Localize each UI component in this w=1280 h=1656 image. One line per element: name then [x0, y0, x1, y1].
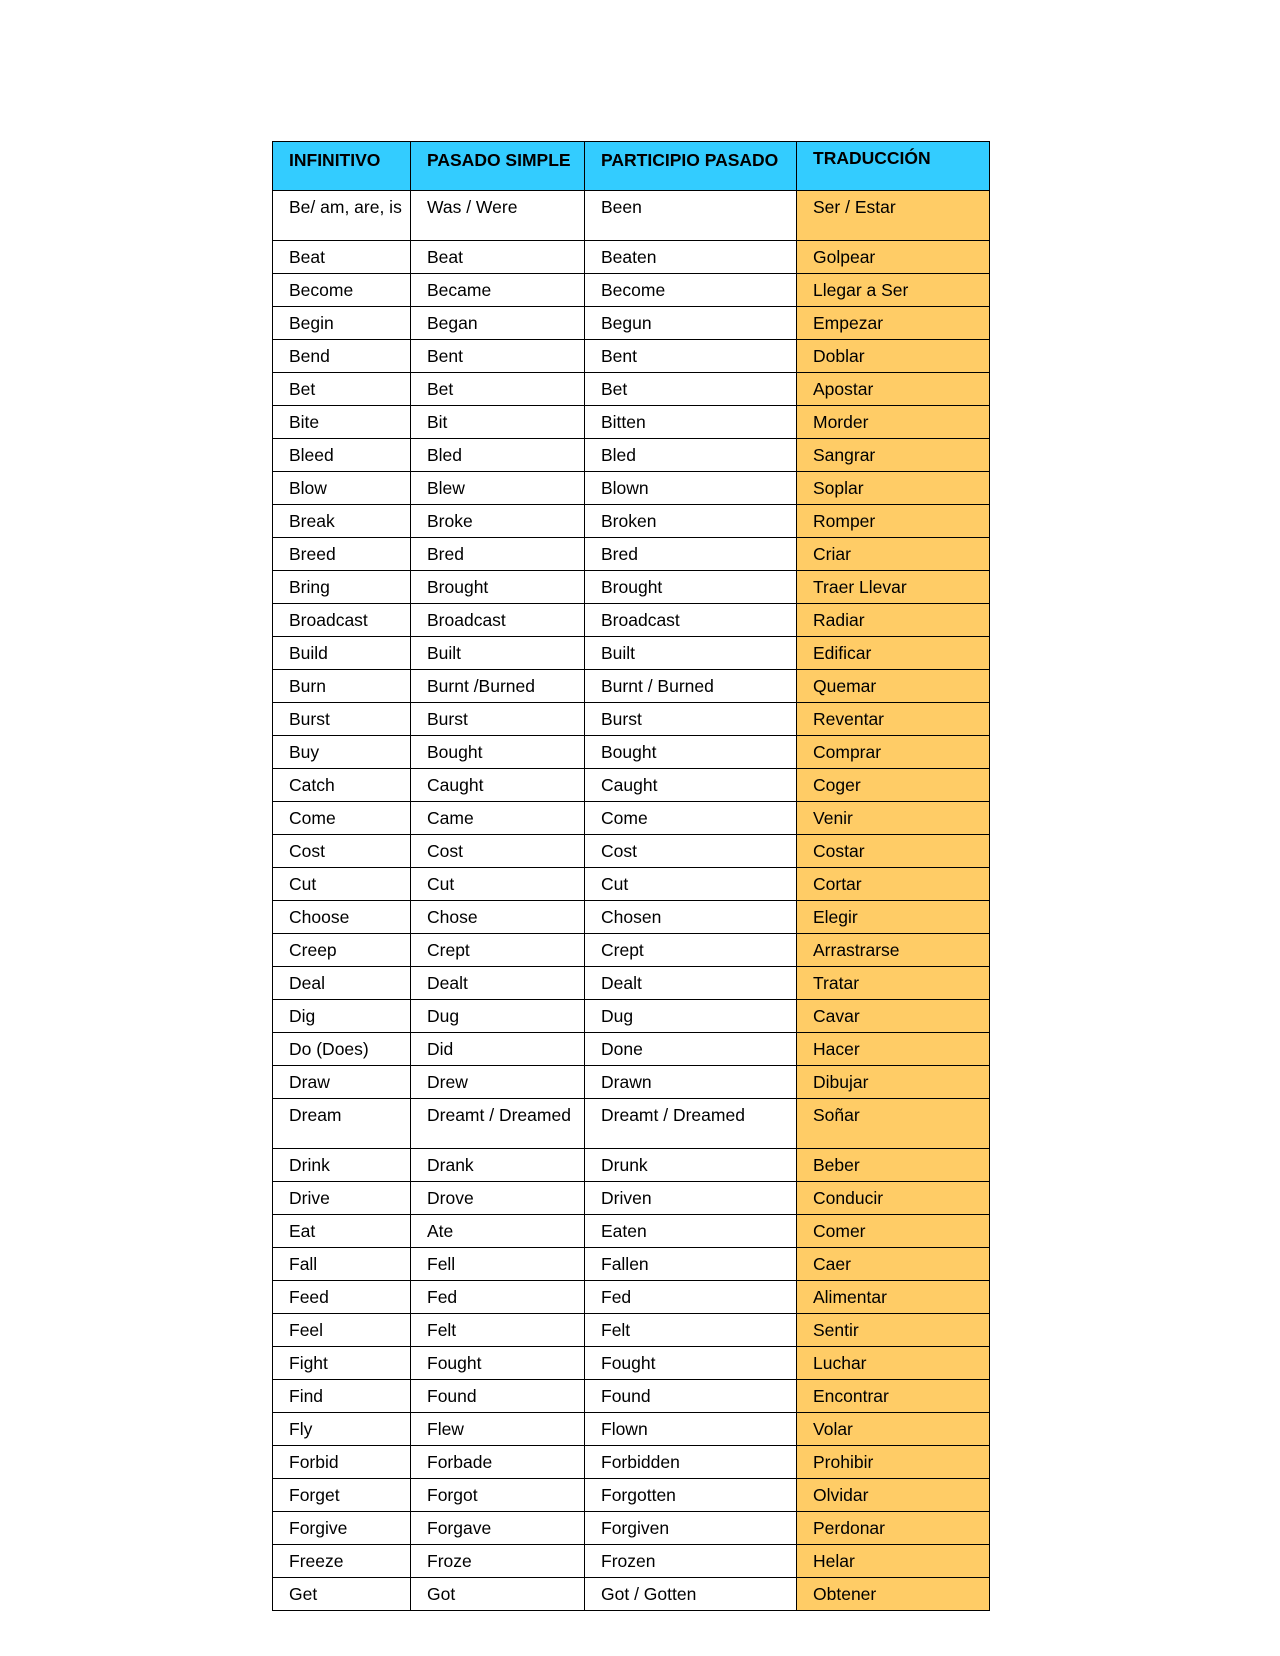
cell-infinitive: Build: [273, 637, 411, 670]
table-row: [273, 1000, 990, 1033]
cell-infinitive: Fly: [273, 1413, 411, 1446]
cell-translation: Arrastrarse: [797, 934, 990, 967]
cell-past-simple: Fell: [411, 1248, 585, 1281]
cell-past-participle: Bent: [585, 340, 797, 373]
cell-infinitive: Cost: [273, 835, 411, 868]
cell-translation: Traer Llevar: [797, 571, 990, 604]
table-row: [273, 1446, 990, 1479]
cell-infinitive: Burst: [273, 703, 411, 736]
cell-past-participle: Broadcast: [585, 604, 797, 637]
table-row: [273, 1347, 990, 1380]
table-row: [273, 967, 990, 1000]
cell-past-participle: Found: [585, 1380, 797, 1413]
cell-infinitive: Feel: [273, 1314, 411, 1347]
table-row: [273, 1066, 990, 1099]
table-row: [273, 901, 990, 934]
cell-past-participle: Driven: [585, 1182, 797, 1215]
cell-translation: Luchar: [797, 1347, 990, 1380]
table-row: [273, 1248, 990, 1281]
cell-infinitive: Become: [273, 274, 411, 307]
cell-past-simple: Broke: [411, 505, 585, 538]
cell-past-participle: Burst: [585, 703, 797, 736]
cell-past-simple: Crept: [411, 934, 585, 967]
table-row: [273, 191, 990, 241]
cell-translation: Comprar: [797, 736, 990, 769]
table-row: [273, 1281, 990, 1314]
cell-translation: Coger: [797, 769, 990, 802]
cell-past-simple: Drank: [411, 1149, 585, 1182]
cell-infinitive: Be/ am, are, is: [273, 191, 411, 241]
table-row: [273, 406, 990, 439]
cell-past-participle: Bled: [585, 439, 797, 472]
cell-past-participle: Chosen: [585, 901, 797, 934]
cell-infinitive: Do (Does): [273, 1033, 411, 1066]
table-row: [273, 637, 990, 670]
cell-past-participle: Blown: [585, 472, 797, 505]
cell-translation: Caer: [797, 1248, 990, 1281]
cell-past-simple: Froze: [411, 1545, 585, 1578]
cell-infinitive: Bite: [273, 406, 411, 439]
cell-infinitive: Bleed: [273, 439, 411, 472]
table-header-row: [273, 142, 990, 191]
cell-infinitive: Freeze: [273, 1545, 411, 1578]
cell-translation: Edificar: [797, 637, 990, 670]
cell-past-participle: Come: [585, 802, 797, 835]
cell-past-participle: Burnt / Burned: [585, 670, 797, 703]
cell-past-participle: Fed: [585, 1281, 797, 1314]
cell-past-simple: Cost: [411, 835, 585, 868]
cell-past-simple: Forgot: [411, 1479, 585, 1512]
table-row: [273, 934, 990, 967]
cell-translation: Soñar: [797, 1099, 990, 1149]
cell-past-participle: Begun: [585, 307, 797, 340]
table-row: [273, 769, 990, 802]
header-translation: TRADUCCIÓN: [797, 142, 990, 191]
cell-past-simple: Cut: [411, 868, 585, 901]
cell-past-simple: Chose: [411, 901, 585, 934]
cell-past-simple: Drove: [411, 1182, 585, 1215]
cell-past-simple: Dug: [411, 1000, 585, 1033]
table-row: [273, 703, 990, 736]
cell-infinitive: Forgive: [273, 1512, 411, 1545]
table-row: [273, 1149, 990, 1182]
table-row: [273, 274, 990, 307]
table-row: [273, 505, 990, 538]
cell-translation: Prohibir: [797, 1446, 990, 1479]
cell-past-participle: Frozen: [585, 1545, 797, 1578]
cell-past-simple: Beat: [411, 241, 585, 274]
cell-infinitive: Draw: [273, 1066, 411, 1099]
cell-infinitive: Buy: [273, 736, 411, 769]
cell-translation: Soplar: [797, 472, 990, 505]
cell-infinitive: Broadcast: [273, 604, 411, 637]
cell-past-simple: Blew: [411, 472, 585, 505]
cell-translation: Cavar: [797, 1000, 990, 1033]
cell-past-participle: Cost: [585, 835, 797, 868]
table-row: [273, 307, 990, 340]
cell-translation: Doblar: [797, 340, 990, 373]
cell-infinitive: Dig: [273, 1000, 411, 1033]
cell-infinitive: Come: [273, 802, 411, 835]
table-body: [273, 191, 990, 1611]
table-row: [273, 736, 990, 769]
cell-translation: Encontrar: [797, 1380, 990, 1413]
table-row: [273, 1413, 990, 1446]
cell-past-simple: Burst: [411, 703, 585, 736]
table-row: [273, 571, 990, 604]
cell-past-participle: Cut: [585, 868, 797, 901]
cell-past-simple: Felt: [411, 1314, 585, 1347]
cell-infinitive: Bring: [273, 571, 411, 604]
cell-translation: Quemar: [797, 670, 990, 703]
cell-infinitive: Fall: [273, 1248, 411, 1281]
cell-past-participle: Dreamt / Dreamed: [585, 1099, 797, 1149]
table-row: [273, 1033, 990, 1066]
table-row: [273, 802, 990, 835]
cell-translation: Apostar: [797, 373, 990, 406]
table-row: [273, 868, 990, 901]
cell-translation: Tratar: [797, 967, 990, 1000]
cell-past-participle: Felt: [585, 1314, 797, 1347]
cell-past-participle: Fallen: [585, 1248, 797, 1281]
cell-infinitive: Bet: [273, 373, 411, 406]
table-row: [273, 1578, 990, 1611]
cell-past-participle: Brought: [585, 571, 797, 604]
cell-past-participle: Bred: [585, 538, 797, 571]
cell-past-participle: Become: [585, 274, 797, 307]
table-row: [273, 1545, 990, 1578]
cell-past-participle: Got / Gotten: [585, 1578, 797, 1611]
cell-past-participle: Drunk: [585, 1149, 797, 1182]
cell-past-simple: Bled: [411, 439, 585, 472]
table-row: [273, 604, 990, 637]
cell-past-participle: Broken: [585, 505, 797, 538]
table-row: [273, 1099, 990, 1149]
cell-past-simple: Forgave: [411, 1512, 585, 1545]
table-row: [273, 241, 990, 274]
table-row: [273, 439, 990, 472]
cell-past-simple: Built: [411, 637, 585, 670]
cell-past-simple: Flew: [411, 1413, 585, 1446]
cell-past-simple: Bought: [411, 736, 585, 769]
cell-infinitive: Cut: [273, 868, 411, 901]
cell-infinitive: Bend: [273, 340, 411, 373]
cell-translation: Sentir: [797, 1314, 990, 1347]
cell-past-participle: Fought: [585, 1347, 797, 1380]
cell-translation: Criar: [797, 538, 990, 571]
cell-translation: Cortar: [797, 868, 990, 901]
cell-past-participle: Bet: [585, 373, 797, 406]
cell-translation: Obtener: [797, 1578, 990, 1611]
cell-past-participle: Dug: [585, 1000, 797, 1033]
cell-past-participle: Bitten: [585, 406, 797, 439]
cell-past-participle: Eaten: [585, 1215, 797, 1248]
cell-past-participle: Flown: [585, 1413, 797, 1446]
cell-past-participle: Been: [585, 191, 797, 241]
cell-past-participle: Crept: [585, 934, 797, 967]
cell-past-simple: Became: [411, 274, 585, 307]
table-row: [273, 373, 990, 406]
cell-infinitive: Deal: [273, 967, 411, 1000]
cell-translation: Dibujar: [797, 1066, 990, 1099]
cell-past-participle: Dealt: [585, 967, 797, 1000]
cell-infinitive: Forbid: [273, 1446, 411, 1479]
cell-translation: Golpear: [797, 241, 990, 274]
table-row: [273, 1479, 990, 1512]
cell-infinitive: Breed: [273, 538, 411, 571]
cell-past-simple: Dealt: [411, 967, 585, 1000]
cell-translation: Volar: [797, 1413, 990, 1446]
cell-infinitive: Fight: [273, 1347, 411, 1380]
irregular-verbs-table: [272, 141, 990, 1611]
cell-translation: Romper: [797, 505, 990, 538]
cell-infinitive: Get: [273, 1578, 411, 1611]
cell-past-participle: Forgiven: [585, 1512, 797, 1545]
table-row: [273, 1182, 990, 1215]
table-row: [273, 340, 990, 373]
cell-past-simple: Drew: [411, 1066, 585, 1099]
cell-past-simple: Bred: [411, 538, 585, 571]
cell-infinitive: Forget: [273, 1479, 411, 1512]
cell-past-participle: Beaten: [585, 241, 797, 274]
cell-past-simple: Ate: [411, 1215, 585, 1248]
cell-past-simple: Got: [411, 1578, 585, 1611]
cell-past-simple: Found: [411, 1380, 585, 1413]
table-row: [273, 835, 990, 868]
cell-translation: Alimentar: [797, 1281, 990, 1314]
table-row: [273, 1380, 990, 1413]
cell-translation: Costar: [797, 835, 990, 868]
cell-translation: Olvidar: [797, 1479, 990, 1512]
cell-translation: Reventar: [797, 703, 990, 736]
table-row: [273, 538, 990, 571]
cell-past-simple: Burnt /Burned: [411, 670, 585, 703]
cell-infinitive: Feed: [273, 1281, 411, 1314]
cell-translation: Helar: [797, 1545, 990, 1578]
cell-translation: Venir: [797, 802, 990, 835]
cell-infinitive: Break: [273, 505, 411, 538]
cell-past-participle: Done: [585, 1033, 797, 1066]
cell-infinitive: Drink: [273, 1149, 411, 1182]
cell-past-simple: Dreamt / Dreamed: [411, 1099, 585, 1149]
cell-past-simple: Fed: [411, 1281, 585, 1314]
cell-past-participle: Forbidden: [585, 1446, 797, 1479]
cell-translation: Hacer: [797, 1033, 990, 1066]
header-infinitive: INFINITIVO: [273, 142, 411, 191]
cell-past-participle: Bought: [585, 736, 797, 769]
cell-translation: Elegir: [797, 901, 990, 934]
cell-infinitive: Drive: [273, 1182, 411, 1215]
table-row: [273, 1215, 990, 1248]
table-row: [273, 1314, 990, 1347]
header-past-participle: PARTICIPIO PASADO: [585, 142, 797, 191]
cell-past-simple: Broadcast: [411, 604, 585, 637]
cell-translation: Conducir: [797, 1182, 990, 1215]
cell-translation: Sangrar: [797, 439, 990, 472]
cell-past-participle: Forgotten: [585, 1479, 797, 1512]
table-row: [273, 670, 990, 703]
cell-past-simple: Bent: [411, 340, 585, 373]
cell-infinitive: Choose: [273, 901, 411, 934]
cell-infinitive: Beat: [273, 241, 411, 274]
cell-translation: Llegar a Ser: [797, 274, 990, 307]
cell-translation: Empezar: [797, 307, 990, 340]
cell-past-simple: Came: [411, 802, 585, 835]
cell-past-simple: Fought: [411, 1347, 585, 1380]
cell-past-simple: Brought: [411, 571, 585, 604]
cell-translation: Radiar: [797, 604, 990, 637]
cell-past-simple: Bit: [411, 406, 585, 439]
cell-infinitive: Burn: [273, 670, 411, 703]
cell-infinitive: Creep: [273, 934, 411, 967]
table-row: [273, 1512, 990, 1545]
cell-infinitive: Eat: [273, 1215, 411, 1248]
cell-translation: Comer: [797, 1215, 990, 1248]
header-past-simple: PASADO SIMPLE: [411, 142, 585, 191]
cell-past-simple: Forbade: [411, 1446, 585, 1479]
cell-infinitive: Blow: [273, 472, 411, 505]
cell-infinitive: Dream: [273, 1099, 411, 1149]
cell-infinitive: Find: [273, 1380, 411, 1413]
cell-past-simple: Was / Were: [411, 191, 585, 241]
cell-past-participle: Caught: [585, 769, 797, 802]
cell-past-simple: Began: [411, 307, 585, 340]
cell-translation: Perdonar: [797, 1512, 990, 1545]
cell-infinitive: Begin: [273, 307, 411, 340]
cell-past-simple: Bet: [411, 373, 585, 406]
cell-translation: Ser / Estar: [797, 191, 990, 241]
cell-infinitive: Catch: [273, 769, 411, 802]
cell-translation: Morder: [797, 406, 990, 439]
cell-translation: Beber: [797, 1149, 990, 1182]
cell-past-participle: Drawn: [585, 1066, 797, 1099]
cell-past-participle: Built: [585, 637, 797, 670]
cell-past-simple: Did: [411, 1033, 585, 1066]
table-row: [273, 472, 990, 505]
cell-past-simple: Caught: [411, 769, 585, 802]
